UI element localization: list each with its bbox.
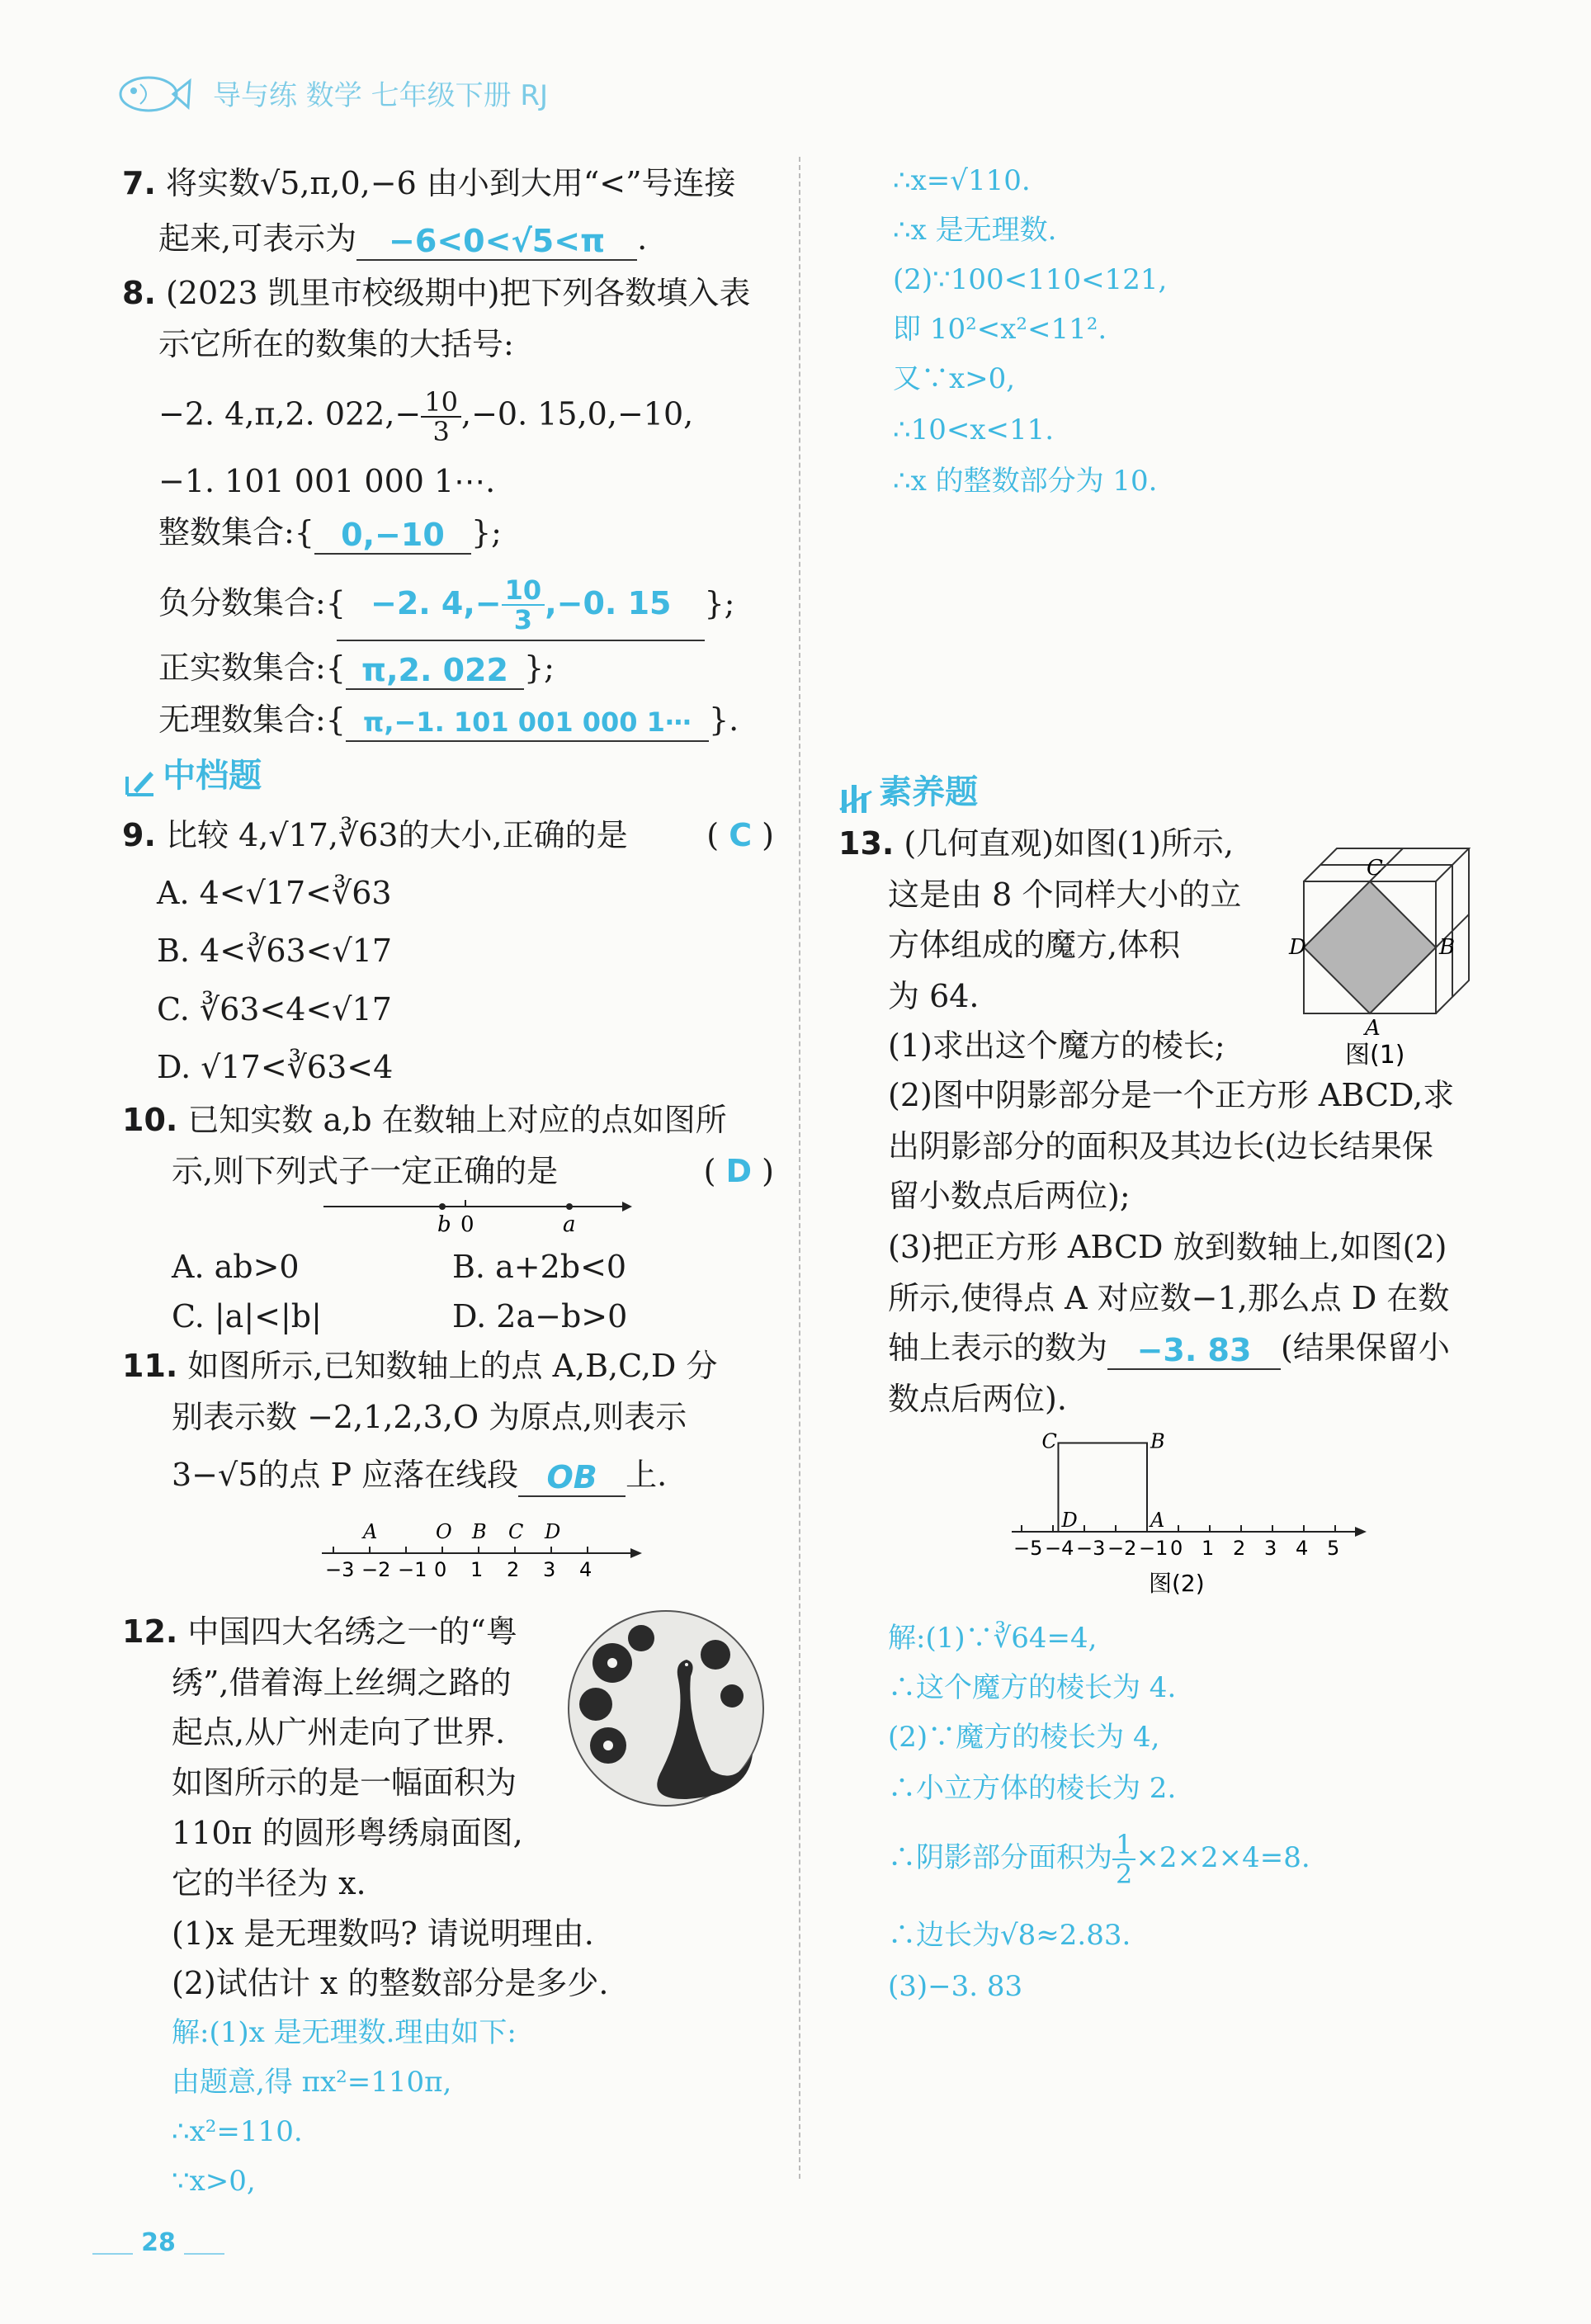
tick-label: 4 [579,1558,592,1581]
point-label: A [363,1520,378,1543]
question-number: 7. [122,165,156,201]
figure-caption: 图(2) [1149,1570,1205,1597]
option-c: C. |a|<|b| [172,1298,322,1334]
solution-line: ∴10<x<11. [893,413,1055,446]
question-12-sub1: (1)x 是无理数吗? 请说明理由. [172,1915,594,1952]
number-list [158,388,693,446]
denominator: 2 [1116,1859,1133,1890]
question-number: 10. [122,1102,178,1138]
answer-blank [314,517,471,555]
solution-line: 即 10²<x²<11². [893,313,1107,346]
solution-line: ∴这个魔方的棱长为 4. [888,1671,1177,1704]
label-c: C [1041,1429,1057,1453]
option-d: D. 2a−b>0 [452,1298,628,1334]
set-label: 负分数集合:{ [158,584,346,621]
question-text: (2023 凯里市校级期中)把下列各数填入表 [165,275,751,311]
question-text: 示,则下列式子一定正确的是 [172,1153,559,1189]
numerator: 10 [421,388,461,418]
question-13-line: 这是由 8 个同样大小的立 [888,876,1242,913]
set-end: }; [523,649,555,686]
answer-part: ,−0. 15 [545,584,672,621]
answer-blank [346,704,709,742]
number-line-figure-2 [1008,1426,1371,1608]
question-number: 12. [122,1613,178,1650]
label-a: a [563,1212,576,1237]
question-12-line: 它的半径为 x. [172,1865,366,1901]
question-13-sub3: 数点后两位). [888,1381,1067,1417]
solution-text: ∴阴影部分面积为 [888,1841,1112,1874]
answer-text: −3. 83 [1136,1332,1252,1368]
section-heading-mid [122,749,262,801]
section-title: 素养题 [879,773,979,811]
solution-text: ×2×2×4=8. [1135,1841,1310,1874]
tick-label: 4 [1296,1537,1309,1560]
solution-line: 解:(1)∵∛64=4, [888,1622,1098,1655]
solution-line: ∵x>0, [172,2165,256,2198]
tick-label: 0 [434,1558,447,1581]
tick-label: 2 [507,1558,520,1581]
question-13-sub2: 出阴影部分的面积及其边长(边长结果保 [888,1128,1433,1164]
question-text: 轴上表示的数为 [888,1330,1108,1366]
option-b: B. 4<∛63<√17 [157,933,393,969]
set-end: }; [704,584,735,621]
tick-label: −5 [1013,1537,1043,1560]
denominator: 3 [432,416,450,447]
bars-icon [838,782,875,818]
answer-text: OB [546,1459,597,1495]
solution-line: ∴小立方体的棱长为 2. [888,1772,1177,1805]
question-text: 3−√5的点 P 应落在线段 [172,1457,519,1493]
section-heading-literacy [838,766,978,818]
question-13-sub3-answer-line [888,1325,1450,1370]
answer-text [370,574,672,635]
positive-real-set [158,645,555,690]
tick-label: −3 [1076,1537,1106,1560]
label-0: 0 [460,1212,474,1237]
tick-label: 0 [1170,1537,1183,1560]
solution-area-line [888,1830,1310,1888]
tick-label: 2 [1233,1537,1246,1560]
set-label: 整数集合:{ [158,514,314,550]
question-12 [122,1609,517,1654]
tick-label: 1 [1202,1537,1215,1560]
tick-label: −4 [1045,1537,1074,1560]
question-number: 9. [122,817,156,853]
page-number-text: 28 [133,2228,184,2257]
question-7-line2 [158,216,647,261]
label-b: b [437,1212,451,1237]
fraction [502,576,545,634]
solution-line: 由题意,得 πx²=110π, [172,2066,452,2099]
question-12-line: 110π 的圆形粤绣扇面图, [172,1815,523,1851]
answer-blank [518,1459,626,1497]
answer-bracket: ( C ) [706,817,774,853]
question-number: 8. [122,275,156,311]
question-11-line3 [172,1452,667,1497]
fish-logo-icon [116,68,191,117]
tick-label: −2 [1107,1537,1137,1560]
question-10 [122,1098,727,1142]
question-13-sub3: 所示,使得点 A 对应数−1,那么点 D 在数 [888,1280,1450,1316]
pencil-icon [122,765,158,801]
question-13-line: 方体组成的魔方,体积 [888,927,1181,963]
label-b: B [1439,935,1456,960]
header-title: 导与练 数学 七年级下册 RJ [213,79,549,112]
point-label: O [436,1520,452,1543]
solution-line: ∴x 的整数部分为 10. [893,465,1158,498]
label-a: A [1365,1016,1381,1041]
solution-line: (2)∵魔方的棱长为 4, [888,1721,1160,1754]
question-text: 已知实数 a,b 在数轴上对应的点如图所 [187,1102,727,1138]
axis-arrow [630,1548,642,1558]
axis-arrow [1355,1527,1367,1537]
answer-text: −6<0<√5<π [389,223,606,259]
cube-figure-1 [1287,824,1502,1071]
solution-line: (2)∵100<110<121, [893,263,1168,296]
tick-label: −1 [398,1558,427,1581]
question-13-line: 为 64. [888,978,980,1014]
shaded-square [1304,881,1436,1013]
point-label: B [472,1520,487,1543]
option-b: B. a+2b<0 [452,1249,627,1285]
number-line-q11 [317,1517,647,1583]
question-13-sub2: (2)图中阴影部分是一个正方形 ABCD,求 [888,1077,1455,1113]
label-a: A [1150,1509,1165,1532]
question-11-line2: 别表示数 −2,1,2,3,O 为原点,则表示 [172,1399,687,1435]
tick-label: 1 [470,1558,484,1581]
point-b [439,1203,446,1210]
question-text: 将实数√5,π,0,−6 由小到大用“<”号连接 [165,165,736,201]
question-8 [122,271,750,315]
question-11 [122,1344,717,1388]
question-12-line: 起点,从广州走向了世界. [172,1714,506,1750]
answer-part: −2. 4,− [370,584,502,621]
question-7 [122,161,736,205]
question-12-line: 绣”,借着海上丝绸之路的 [172,1665,512,1701]
answer-underline [337,640,705,641]
point-a [566,1203,573,1210]
numerator: 1 [1112,1830,1135,1860]
question-text: 上. [626,1457,668,1493]
answer-text: π,−1. 101 001 000 1⋯ [363,706,692,738]
solution-line: ∴边长为√8≈2.83. [888,1919,1131,1952]
numerator: 10 [502,576,545,606]
solution-line: ∴x=√110. [893,164,1031,197]
question-13 [838,821,1234,866]
section-title: 中档题 [163,757,262,795]
solution-line: 又∵x>0, [893,362,1016,395]
set-label: 无理数集合:{ [158,701,346,738]
solution-line: (3)−3. 83 [888,1970,1023,2003]
fraction [421,388,461,446]
solution-line: ∴x 是无理数. [893,214,1057,247]
answer-text: C [729,817,753,853]
question-12-sub2: (2)试估计 x 的整数部分是多少. [172,1965,609,2001]
question-text: 如图所示,已知数轴上的点 A,B,C,D 分 [187,1348,718,1384]
point-label: C [508,1520,524,1543]
answer-blank [1107,1332,1281,1370]
label-b: B [1150,1429,1165,1453]
set-end: }; [470,514,502,550]
question-text: 比较 4,√17,∛63的大小,正确的是 [165,817,628,853]
question-10-line2 [172,1149,774,1193]
question-12-line: 如图所示的是一幅面积为 [172,1764,517,1801]
question-13-sub2: 留小数点后两位); [888,1178,1131,1214]
label-d: D [1289,935,1306,960]
column-divider [799,157,800,2179]
axis-arrow [622,1202,632,1212]
answer-blank [346,652,524,690]
point-label: D [545,1520,561,1543]
negative-fraction-set [158,576,734,634]
solution-line: 解:(1)x 是无理数.理由如下: [172,2016,517,2049]
question-text: (几何直观)如图(1)所示, [904,825,1234,862]
solution-line: ∴x²=110. [172,2115,303,2148]
answer-text: D [725,1153,753,1189]
set-label: 正实数集合:{ [158,649,346,686]
tick-label: −1 [1139,1537,1168,1560]
question-text: (结果保留小 [1281,1330,1450,1366]
integer-set [158,510,502,555]
option-d: D. √17<∛63<4 [157,1049,394,1085]
tick-label: −3 [325,1558,355,1581]
question-number: 11. [122,1348,178,1384]
number-line-q10 [320,1195,634,1245]
answer-blank [356,223,637,261]
page-number [92,2228,224,2257]
question-number: 13. [838,825,895,862]
option-c: C. ∛63<4<√17 [157,991,392,1027]
question-8-line2: 示它所在的数集的大括号: [158,326,514,362]
label-d: D [1061,1509,1078,1532]
tick-label: −2 [361,1558,391,1581]
question-13-sub3: (3)把正方形 ABCD 放到数轴上,如图(2) [888,1229,1447,1265]
answer-bracket: ( D ) [703,1153,774,1189]
option-a: A. 4<√17<∛63 [157,875,392,911]
fraction [1112,1830,1135,1888]
denominator: 3 [513,604,533,635]
option-a: A. ab>0 [172,1249,300,1285]
set-end: }. [708,701,739,738]
number-list-text: ,−0. 15,0,−10, [461,395,694,432]
irrational-set [158,697,739,742]
embroidery-fan-image [563,1605,769,1811]
question-13-sub1: (1)求出这个魔方的棱长; [888,1027,1225,1064]
number-list-text: −2. 4,π,2. 022,− [158,395,422,432]
question-text: 中国四大名绣之一的“粤 [187,1613,517,1650]
number-list-line2: −1. 101 001 000 1⋯. [158,463,496,499]
label-c: C [1367,856,1383,881]
answer-text: π,2. 022 [361,652,508,688]
punctuation: . [637,220,648,257]
question-9 [122,813,774,857]
question-text: 起来,可表示为 [158,220,357,257]
tick-label: 3 [1264,1537,1277,1560]
tick-label: 5 [1327,1537,1340,1560]
tick-label: 3 [543,1558,556,1581]
figure-caption: 图(1) [1345,1041,1405,1070]
answer-text: 0,−10 [341,517,445,553]
